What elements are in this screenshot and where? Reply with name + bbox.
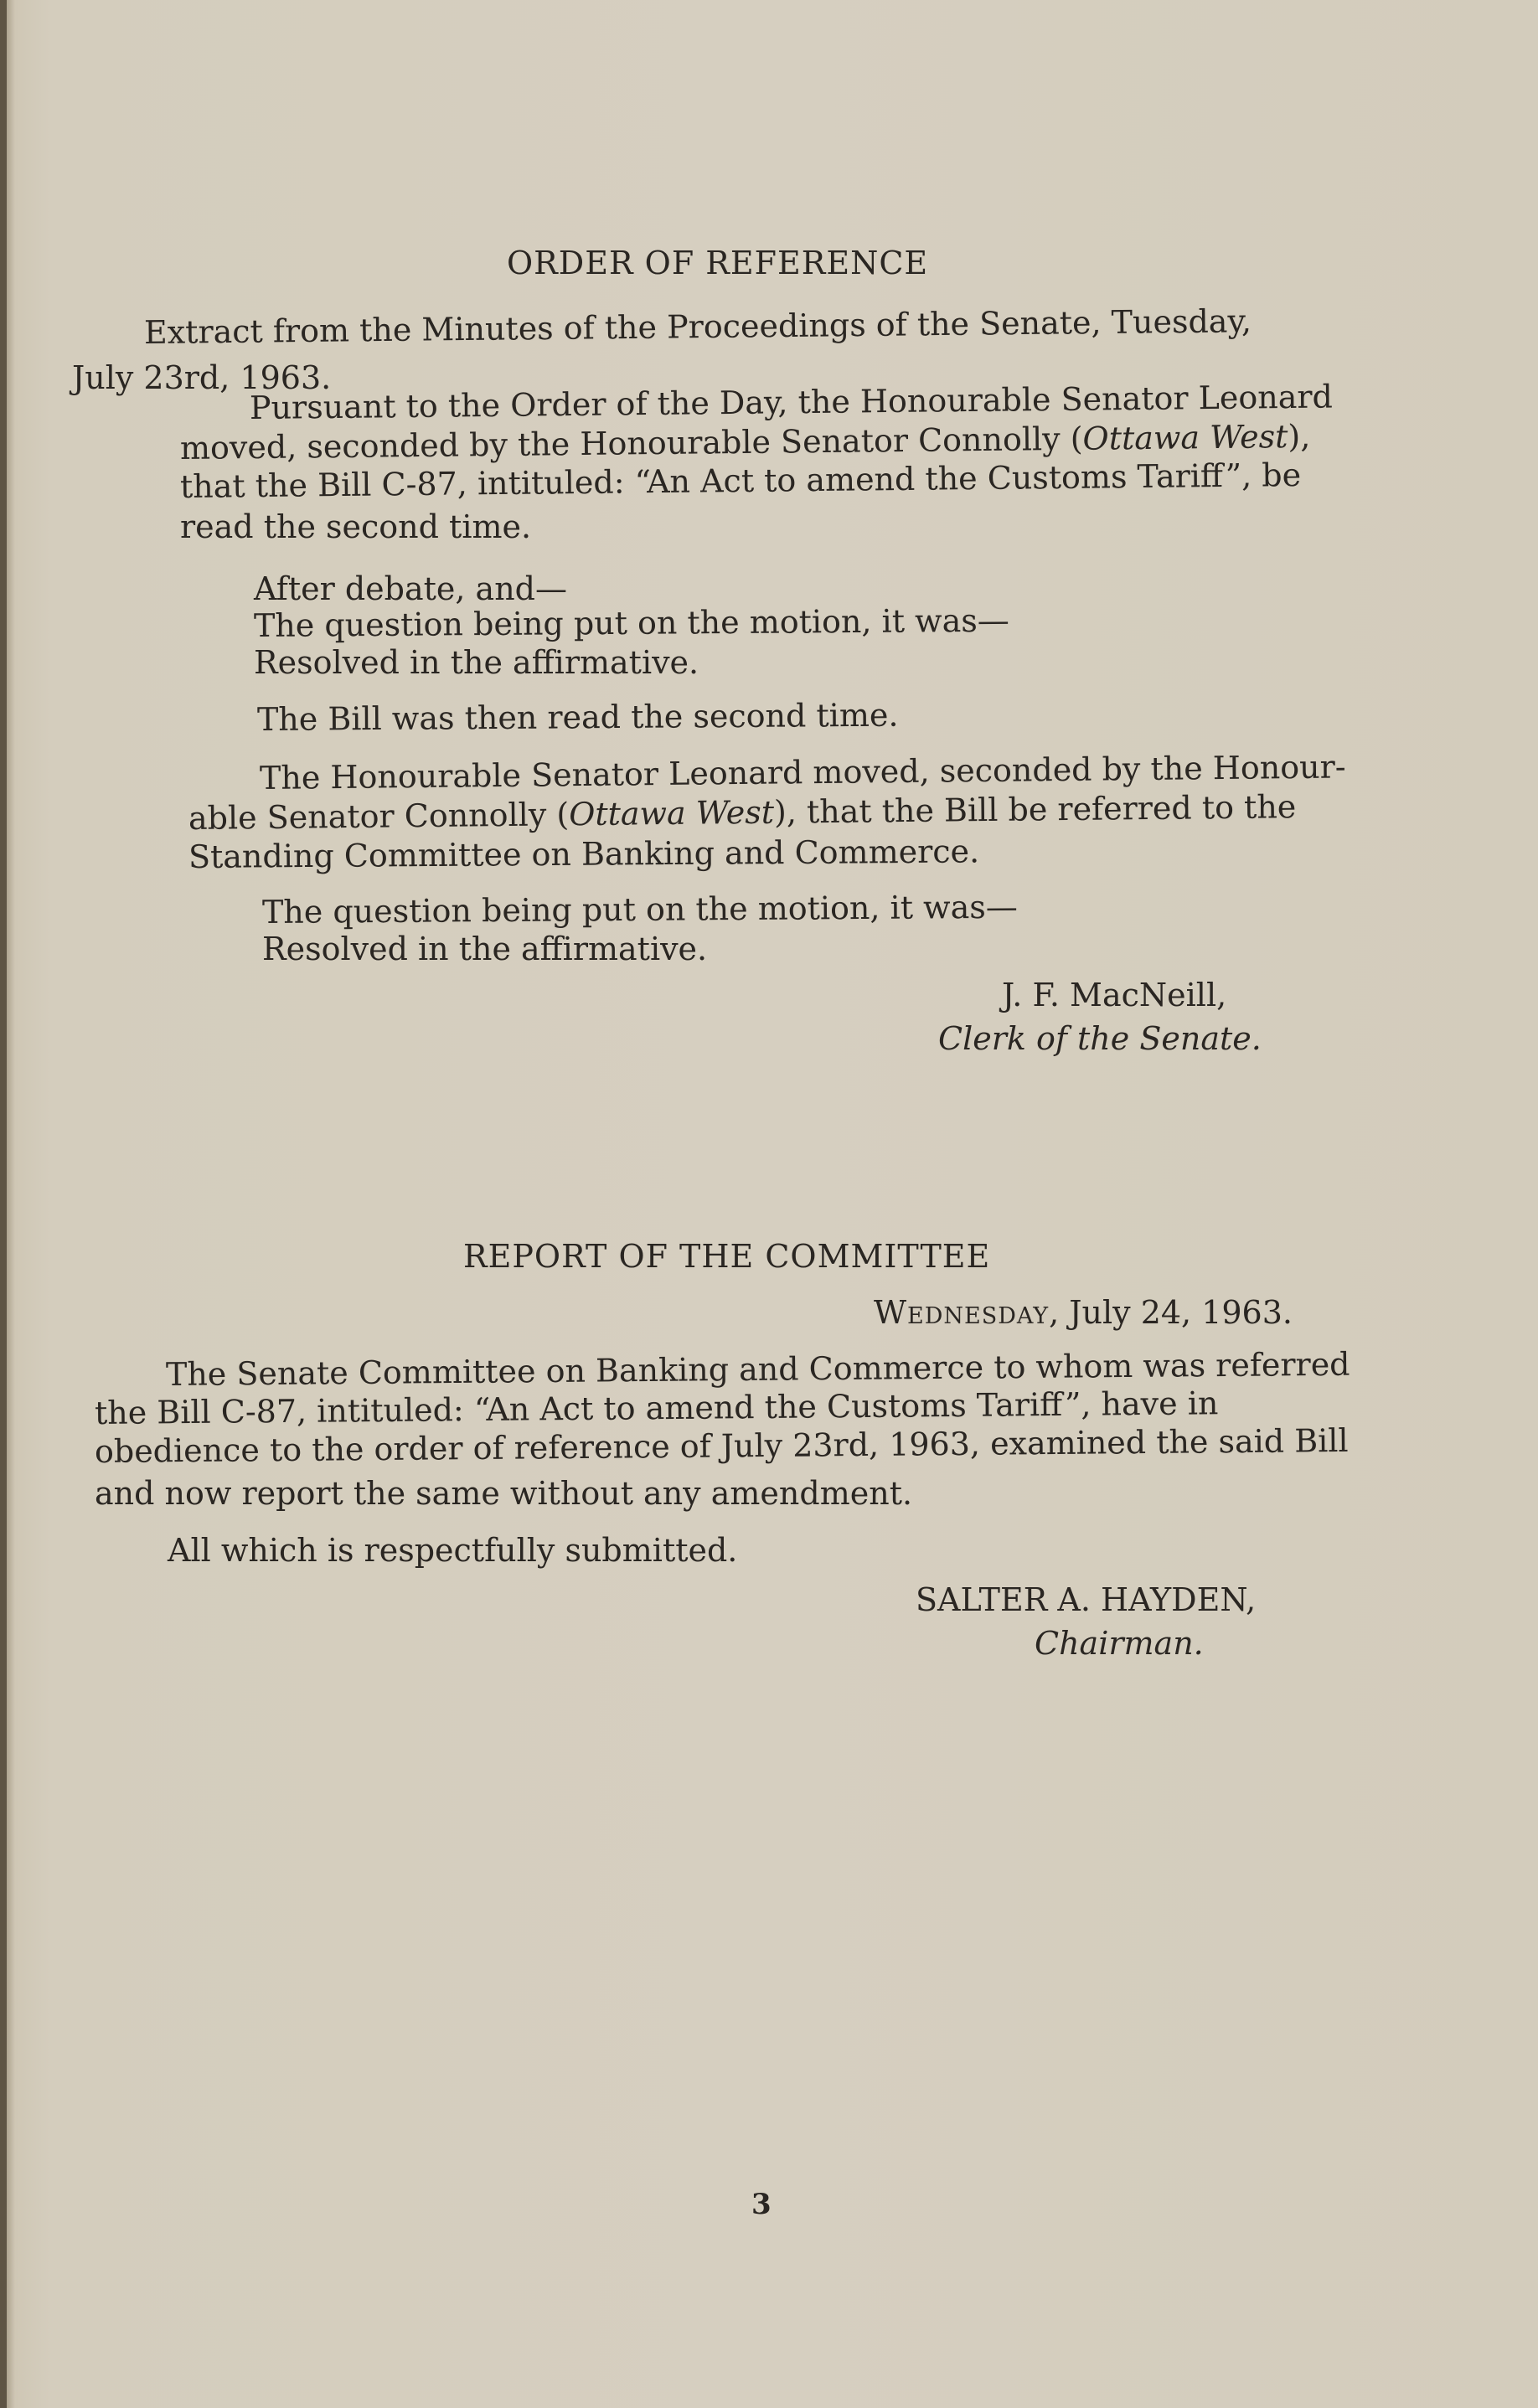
respectfully-submitted-line: All which is respectfully submitted. — [168, 1532, 738, 1569]
para1-line-4: read the second time. — [180, 508, 532, 545]
para1-line-3: that the Bill C-87, intituled: “An Act to amend the Customs Tariff”, be — [179, 456, 1302, 505]
para1-line-1: Pursuant to the Order of the Day, the Honourable Senator Leonard — [249, 378, 1334, 426]
report-body-line-4: and now report the same without any amendment. — [95, 1475, 913, 1512]
chairman-signature-title: Chairman. — [1035, 1625, 1204, 1662]
para2-line-3: Standing Committee on Banking and Commerce. — [188, 833, 980, 875]
report-date: Wednesday, July 24, 1963. — [874, 1294, 1293, 1331]
report-body-line-3: obedience to the order of reference of July 23rd, 1963, examined the said Bill — [94, 1421, 1349, 1470]
para2-line-1: The Honourable Senator Leonard moved, seconded by the Honour- — [259, 748, 1346, 797]
report-of-committee-title: REPORT OF THE COMMITTEE — [463, 1238, 991, 1275]
debate-line-3: Resolved in the affirmative. — [254, 644, 699, 681]
page-binding-edge — [0, 0, 7, 2408]
chairman-signature-name: SALTER A. HAYDEN, — [916, 1581, 1257, 1618]
order-of-reference-title: ORDER OF REFERENCE — [507, 245, 929, 281]
report-body-line-1: The Senate Committee on Banking and Commerce to whom was referred — [165, 1345, 1350, 1393]
para2-line-2: able Senator Connolly (Ottawa West), that the Bill be referred to the — [188, 788, 1297, 837]
extract-line-1: Extract from the Minutes of the Proceedings of the Senate, Tuesday, — [143, 302, 1252, 351]
page-number: 3 — [751, 2188, 772, 2221]
question-line-2: Resolved in the affirmative. — [262, 931, 708, 967]
para1-line-2: moved, seconded by the Honourable Senator Connolly (Ottawa West), — [179, 417, 1311, 467]
second-reading-line: The Bill was then read the second time. — [256, 696, 899, 738]
extract-line-2: July 23rd, 1963. — [72, 359, 332, 396]
clerk-signature-name: J. F. MacNeill, — [1002, 977, 1227, 1013]
clerk-signature-title: Clerk of the Senate. — [938, 1020, 1262, 1057]
debate-line-2: The question being put on the motion, it was— — [253, 601, 1009, 644]
question-line-1: The question being put on the motion, it was— — [261, 888, 1018, 931]
debate-line-1: After debate, and— — [254, 570, 568, 607]
report-body-line-2: the Bill C-87, intituled: “An Act to amend the Customs Tariff”, have in — [94, 1384, 1219, 1431]
